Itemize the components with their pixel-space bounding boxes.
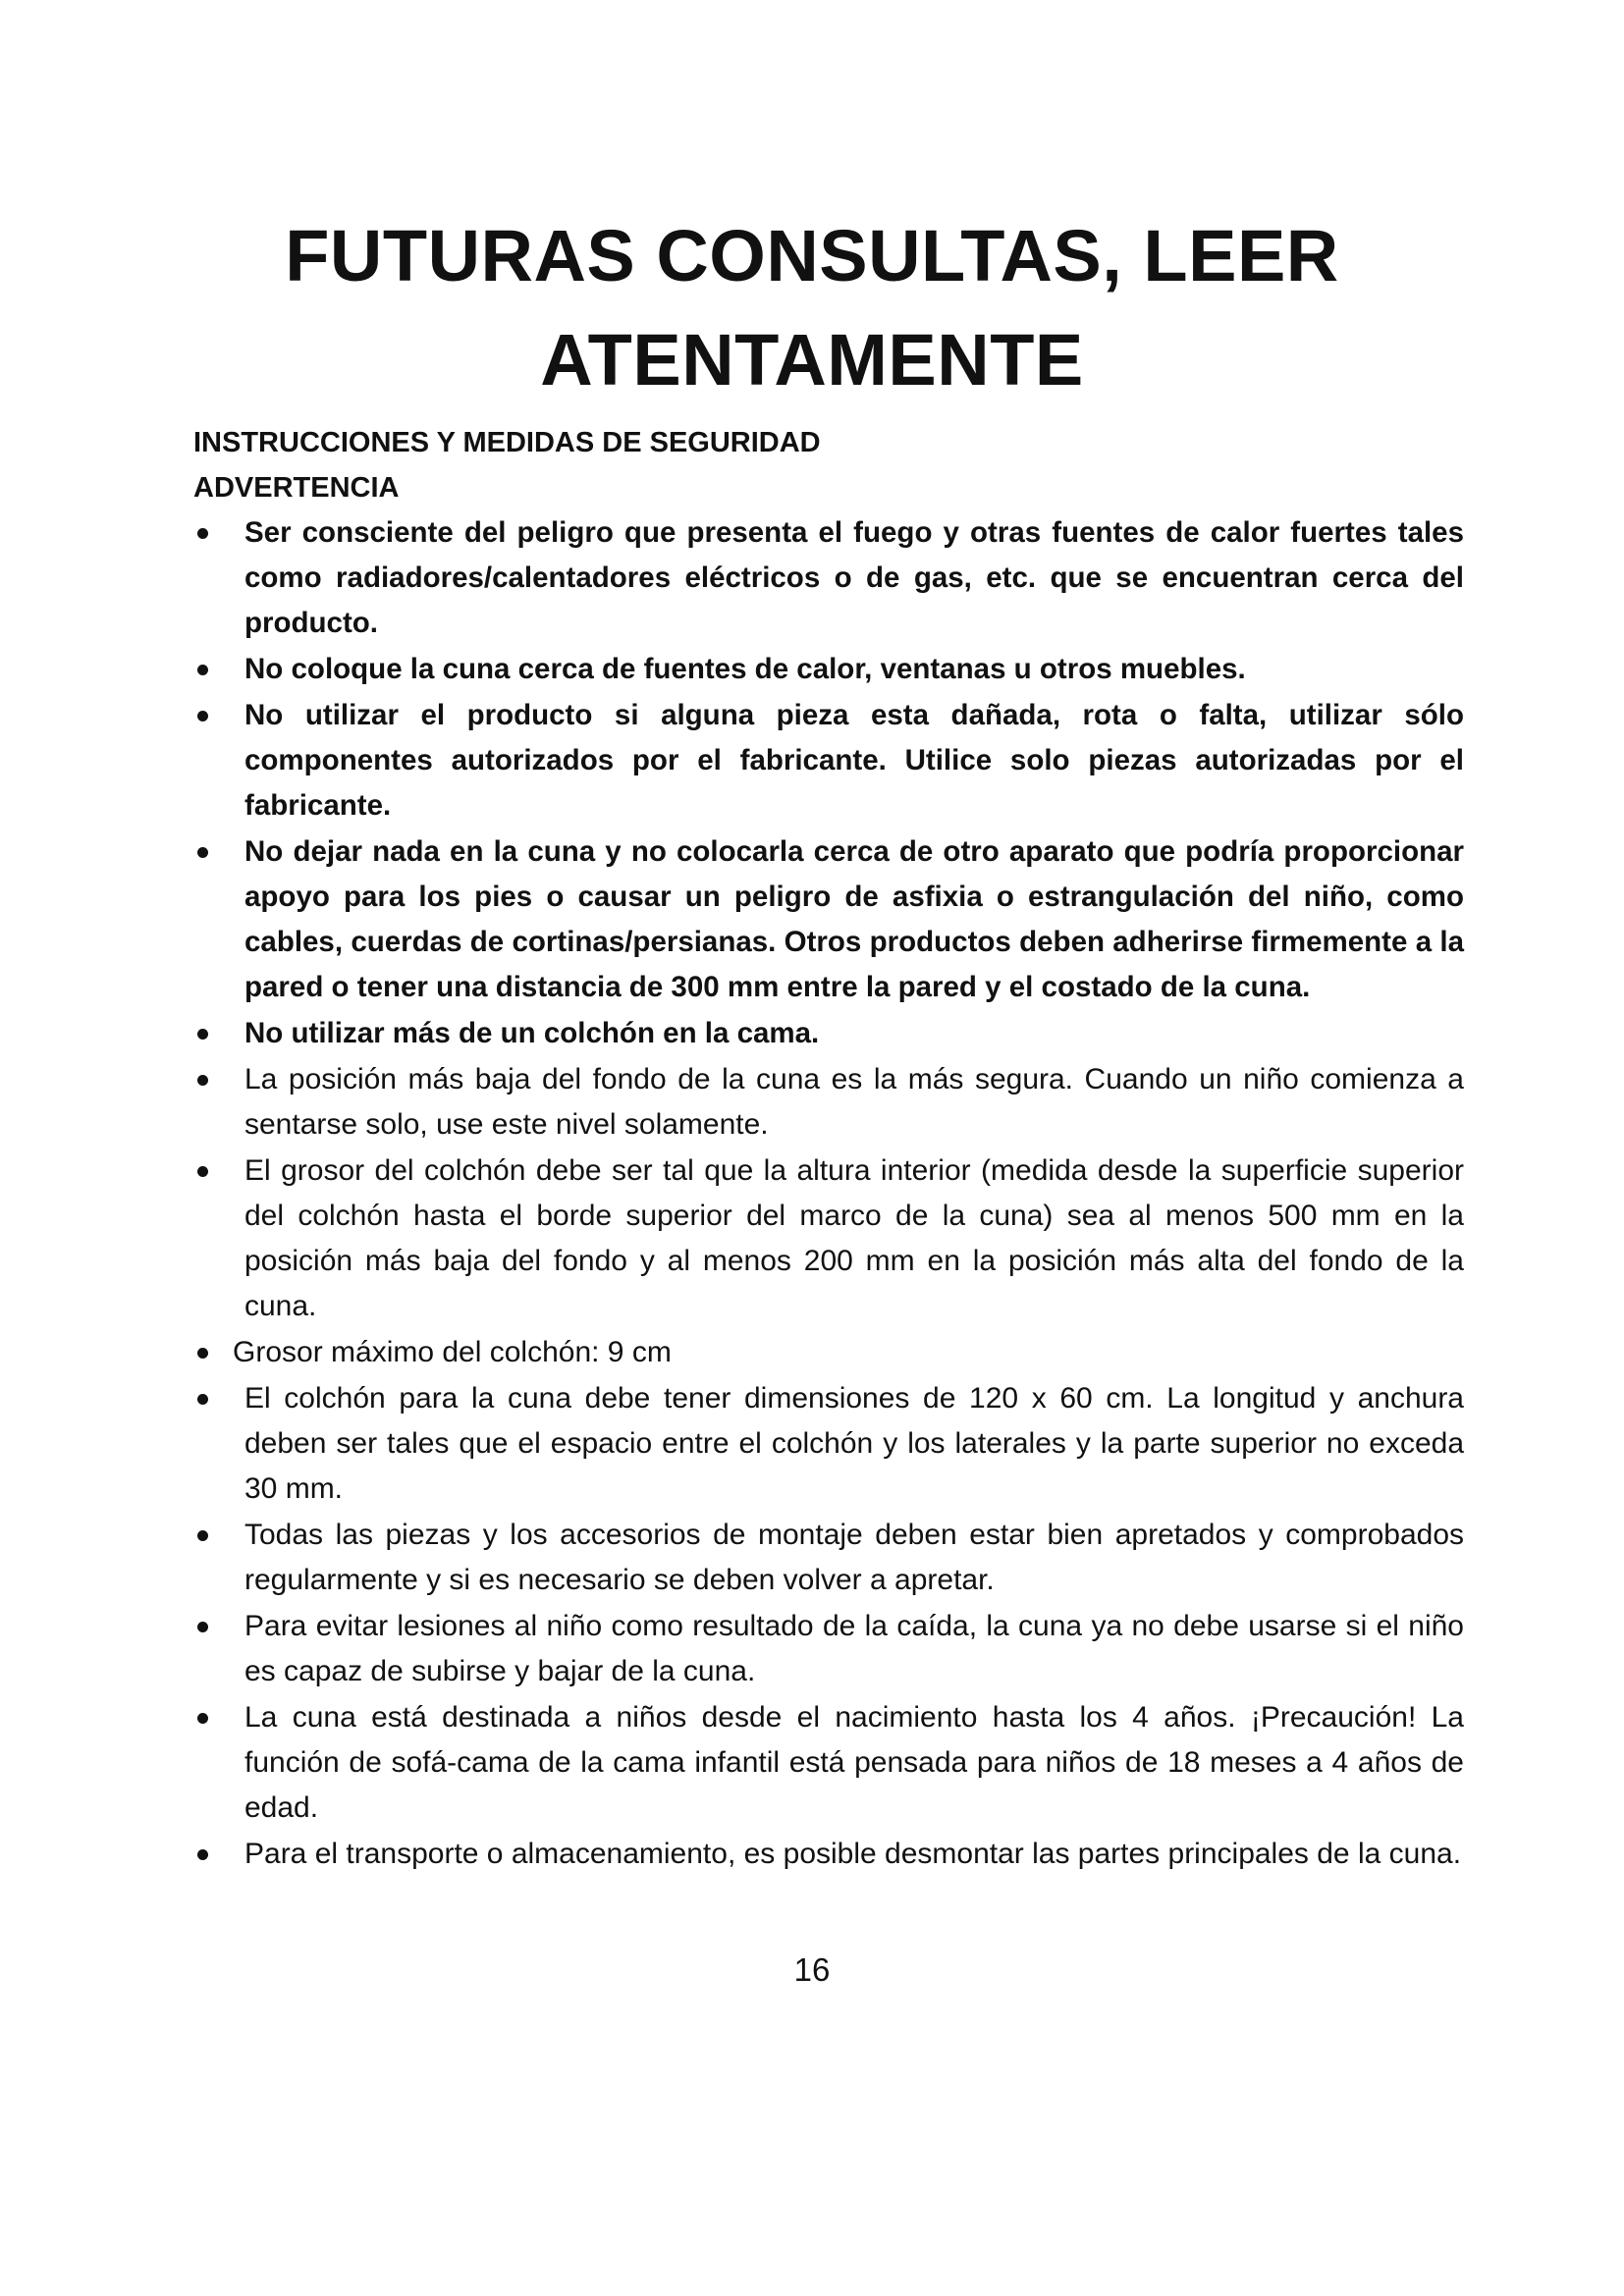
list-item (193, 1695, 1464, 1831)
bullet-icon (197, 1530, 208, 1541)
list-item-text: Grosor máximo del colchón: 9 cm (233, 1336, 672, 1368)
bullet-icon (197, 1075, 208, 1086)
bullet-icon (197, 665, 208, 675)
page-title (196, 204, 1428, 412)
list-item (193, 510, 1464, 646)
bullet-icon (197, 1166, 208, 1177)
list-item-text: El grosor del colchón debe ser tal que la altura interior (medida desde la superficie superior del colchón hasta el borde superior del marco de la cuna) sea al menos 500 mm en la posición más baja del fondo y al menos 200 mm en la posición más alta del fondo de la cuna. (244, 1154, 1464, 1322)
bullet-icon (197, 1029, 208, 1040)
warning-heading: ADVERTENCIA (193, 472, 400, 504)
list-item-text: Todas las piezas y los accesorios de montaje deben estar bien apretados y comprobados regularmente y si es necesario se deben volver a apretar. (244, 1519, 1464, 1596)
bullet-icon (197, 1348, 208, 1359)
list-item (193, 1330, 1464, 1375)
list-item-text: Ser consciente del peligro que presenta el fuego y otras fuentes de calor fuertes tales como radiadores/calentadores eléctricos o de gas, etc. que se encuentran cerca del producto. (244, 516, 1464, 639)
bullet-icon (197, 711, 208, 721)
list-item (193, 829, 1464, 1010)
page-title-line-1: FUTURAS CONSULTAS, LEER (285, 215, 1339, 296)
list-item (193, 1011, 1464, 1056)
page-number: 16 (793, 1951, 831, 1988)
page-title-line-2: ATENTAMENTE (540, 319, 1084, 400)
list-item (193, 1376, 1464, 1512)
bullet-icon (197, 1394, 208, 1405)
list-item (193, 647, 1464, 692)
safety-list (193, 510, 1464, 1878)
list-item-text: Para evitar lesiones al niño como resultado de la caída, la cuna ya no debe usarse si el niño es capaz de subirse y bajar de la cuna. (244, 1610, 1464, 1687)
list-item (193, 1057, 1464, 1148)
list-item-text: No dejar nada en la cuna y no colocarla cerca de otro aparato que podría proporcionar apoyo para los pies o causar un peligro de asfixia o estrangulación del niño, como cables, cuerdas de cortinas/persianas. Otros productos deben adherirse firmemente a la pared o tener una distancia de 300 mm entre la pared y el costado de la cuna. (244, 835, 1464, 1003)
section-headings (193, 420, 1470, 510)
list-item-text: El colchón para la cuna debe tener dimensiones de 120 x 60 cm. La longitud y anchura deben ser tales que el espacio entre el colchón y los laterales y la parte superior no exceda 30 mm. (244, 1382, 1464, 1505)
list-item (193, 1832, 1464, 1877)
instructions-heading: INSTRUCCIONES Y MEDIDAS DE SEGURIDAD (193, 427, 821, 458)
bullet-icon (197, 847, 208, 858)
bullet-icon (197, 1849, 208, 1860)
list-item-text: No utilizar más de un colchón en la cama. (244, 1017, 820, 1049)
list-item-text: La cuna está destinada a niños desde el nacimiento hasta los 4 años. ¡Precaución! La función de sofá-cama de la cama infantil está pensada para niños de 18 meses a 4 años de edad. (244, 1701, 1464, 1824)
list-item (193, 1604, 1464, 1694)
bullet-icon (197, 1622, 208, 1632)
bullet-icon (197, 1713, 208, 1724)
list-item-text: La posición más baja del fondo de la cuna es la más segura. Cuando un niño comienza a sentarse solo, use este nivel solamente. (244, 1063, 1464, 1141)
list-item (193, 1148, 1464, 1329)
list-item-text: No utilizar el producto si alguna pieza esta dañada, rota o falta, utilizar sólo componentes autorizados por el fabricante. Utilice solo piezas autorizadas por el fabricante. (244, 699, 1464, 822)
list-item-text: No coloque la cuna cerca de fuentes de calor, ventanas u otros muebles. (244, 653, 1246, 685)
bullet-icon (197, 528, 208, 539)
list-item (193, 1513, 1464, 1603)
list-item-text: Para el transporte o almacenamiento, es posible desmontar las partes principales de la cuna. (244, 1838, 1462, 1870)
list-item (193, 693, 1464, 828)
